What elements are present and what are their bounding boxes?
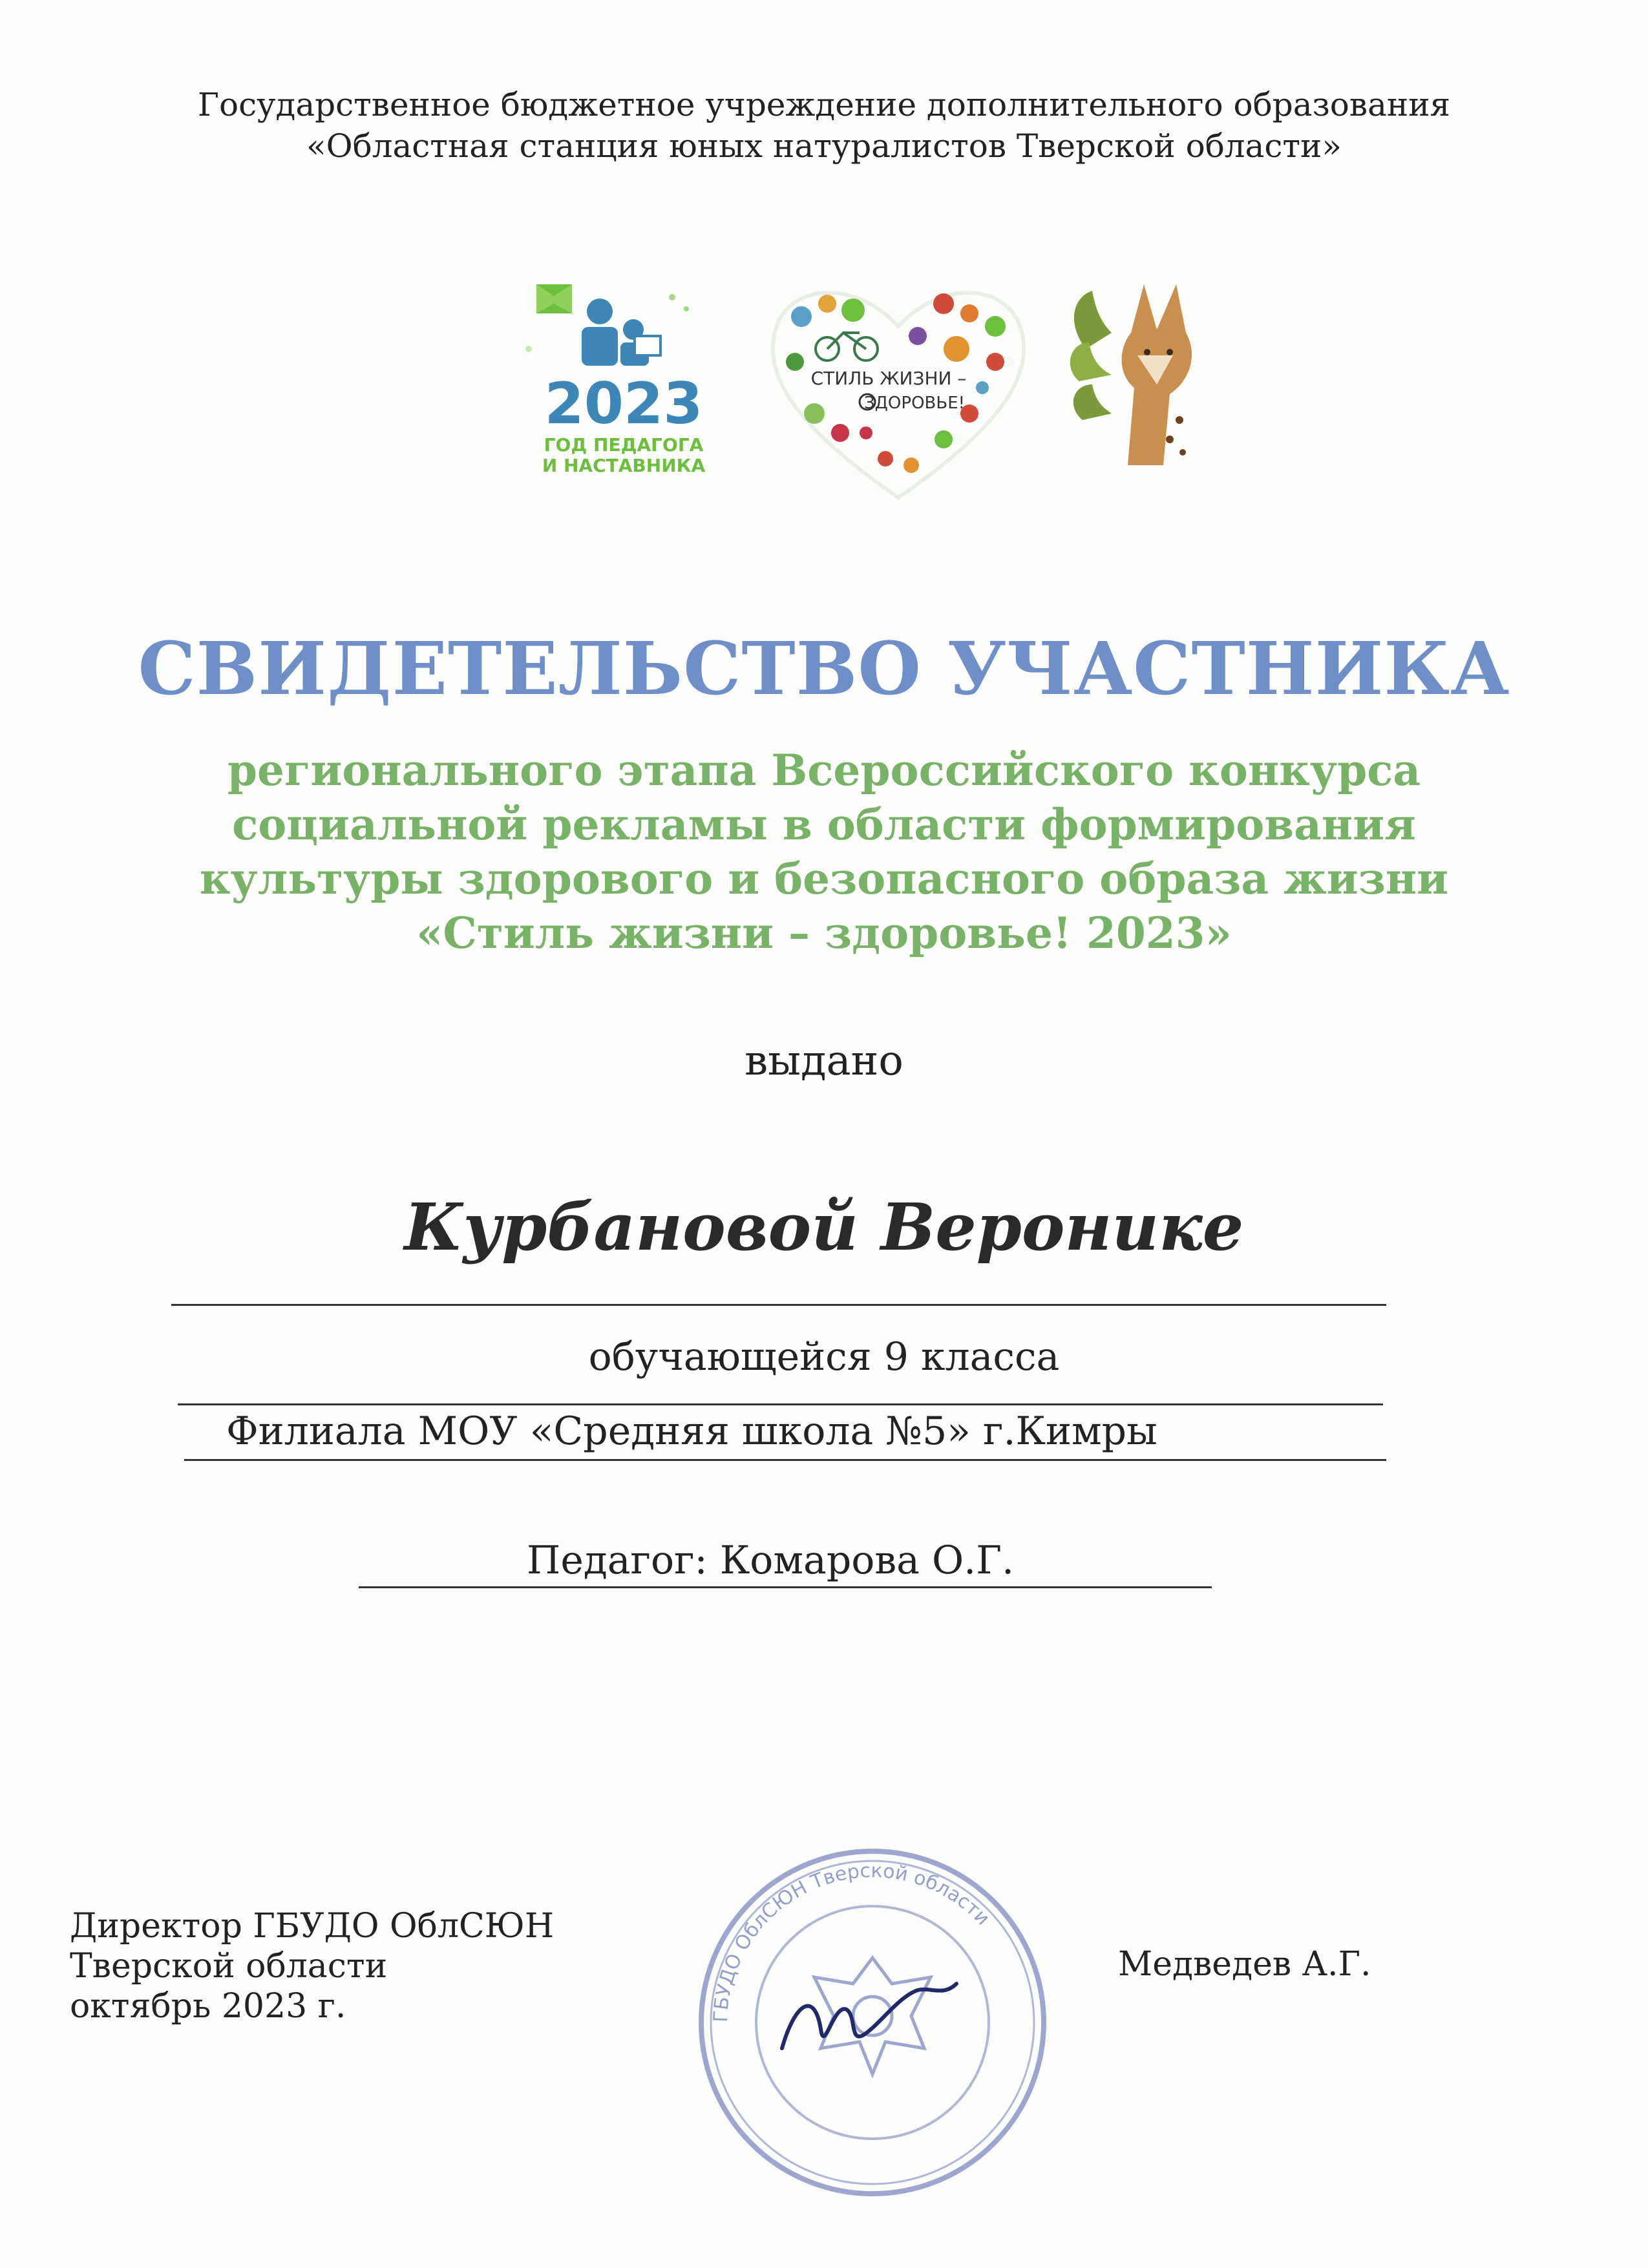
heart-logo-line-1: СТИЛЬ ЖИЗНИ – bbox=[810, 368, 967, 389]
year-of-teacher-logo bbox=[517, 271, 730, 485]
subtitle-line-1: регионального этапа Всероссийского конкурса bbox=[227, 745, 1421, 795]
official-stamp bbox=[685, 1835, 1060, 2210]
school-underline bbox=[184, 1459, 1386, 1461]
signatory-position-line-2: Тверской области bbox=[70, 1947, 388, 1986]
signatory-block bbox=[70, 1906, 554, 2026]
subtitle-line-4: «Стиль жизни – здоровье! 2023» bbox=[416, 908, 1232, 958]
subtitle-line-2: социальной рекламы в области формирования bbox=[232, 799, 1416, 850]
signature-scribble bbox=[782, 1984, 956, 2048]
signer-name: Медведев А.Г. bbox=[1118, 1945, 1371, 1984]
signatory-position-line-1: Директор ГБУДО ОблСЮН bbox=[70, 1907, 555, 1946]
organization-name bbox=[0, 84, 1648, 167]
teacher-head-icon bbox=[587, 299, 613, 324]
teacher-underline bbox=[359, 1586, 1212, 1588]
issued-label: выдано bbox=[745, 1037, 903, 1085]
logo-year-text: 2023 bbox=[544, 370, 703, 437]
recipient-grade: обучающейся 9 класса bbox=[588, 1334, 1060, 1380]
subtitle-line-3: культуры здорового и безопасного образа жизни bbox=[199, 854, 1449, 904]
stamp-text: ГБУДО ОблСЮН Тверской области bbox=[709, 1859, 995, 2023]
eagle-emblem-icon bbox=[814, 1958, 931, 2074]
org-line-1: Государственное бюджетное учреждение дополнительного образования bbox=[197, 86, 1451, 123]
issue-date: октябрь 2023 г. bbox=[70, 1987, 346, 2026]
heart-logo-line-2: ЗДОРОВЬЕ! bbox=[863, 394, 966, 413]
bicycle-icon bbox=[816, 333, 878, 361]
recipient-school: Филиала МОУ «Средняя школа №5» г.Кимры bbox=[226, 1409, 1157, 1454]
logo-caption-line-1: ГОД ПЕДАГОГА bbox=[544, 434, 704, 456]
teacher-body-icon bbox=[582, 327, 618, 366]
lifestyle-heart-logo bbox=[756, 265, 1041, 510]
name-underline bbox=[171, 1304, 1386, 1306]
grade-underline bbox=[178, 1403, 1383, 1405]
teacher-name: Педагог: Комарова О.Г. bbox=[527, 1538, 1015, 1583]
recipient-name: Курбановой Веронике bbox=[404, 1189, 1244, 1265]
certificate-title: СВИДЕТЕЛЬСТВО УЧАСТНИКА bbox=[138, 627, 1510, 711]
fox-icon bbox=[1066, 271, 1215, 478]
certificate-subtitle bbox=[0, 743, 1648, 960]
org-line-2: «Областная станция юных натуралистов Тверской области» bbox=[306, 127, 1342, 165]
logo-caption-line-2: И НАСТАВНИКА bbox=[542, 455, 706, 476]
